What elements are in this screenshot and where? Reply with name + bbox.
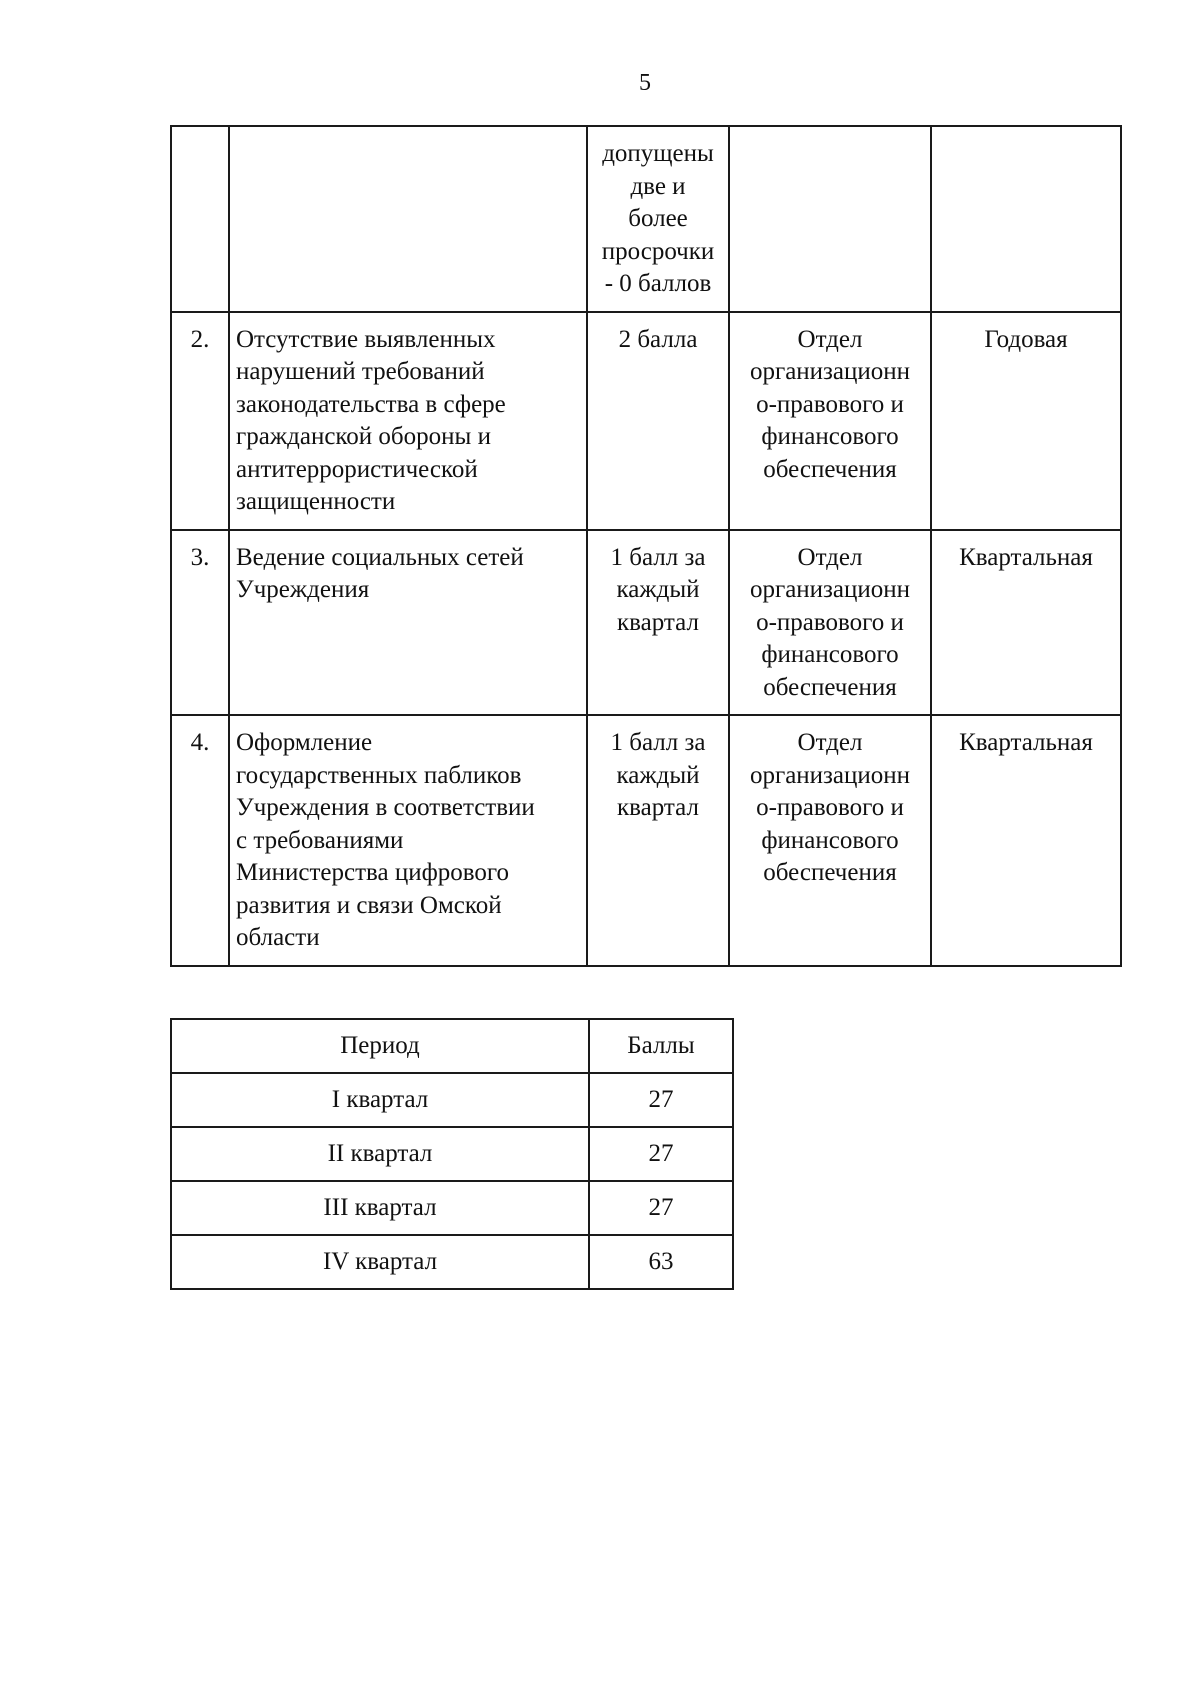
department-cell: Отдел организационн о-правового и финансового обеспечения — [729, 715, 931, 966]
table-row — [171, 126, 1121, 312]
table-row — [171, 1073, 733, 1127]
criterion-name-cell: Ведение социальных сетей Учреждения — [229, 530, 587, 716]
row-number-cell: 3. — [171, 530, 229, 716]
frequency-cell: Квартальная — [931, 530, 1121, 716]
row-number-cell: 2. — [171, 312, 229, 530]
score-value-cell: 27 — [589, 1127, 733, 1181]
department-cell: Отдел организационн о-правового и финансового обеспечения — [729, 312, 931, 530]
score-cell: 1 балл за каждый квартал — [587, 715, 729, 966]
summary-header-row — [171, 1019, 733, 1073]
table-row — [171, 530, 1121, 716]
period-cell: I квартал — [171, 1073, 589, 1127]
table-row — [171, 1127, 733, 1181]
row-number-cell — [171, 126, 229, 312]
table-row — [171, 312, 1121, 530]
period-cell: III квартал — [171, 1181, 589, 1235]
department-cell: Отдел организационн о-правового и финансового обеспечения — [729, 530, 931, 716]
criterion-name-cell: Отсутствие выявленных нарушений требований законодательства в сфере гражданской обороны и антитеррористической защищенности — [229, 312, 587, 530]
table-row — [171, 715, 1121, 966]
score-cell: 2 балла — [587, 312, 729, 530]
period-cell: II квартал — [171, 1127, 589, 1181]
score-value-cell: 27 — [589, 1073, 733, 1127]
row-number-cell: 4. — [171, 715, 229, 966]
table-row — [171, 1181, 733, 1235]
criterion-name-cell — [229, 126, 587, 312]
score-cell: допущены две и более просрочки - 0 баллов — [587, 126, 729, 312]
frequency-cell — [931, 126, 1121, 312]
table-row — [171, 1235, 733, 1289]
score-value-cell: 27 — [589, 1181, 733, 1235]
period-header: Период — [171, 1019, 589, 1073]
criterion-name-cell: Оформление государственных пабликов Учреждения в соответствии с требованиями Министерства цифрового развития и связи Омской области — [229, 715, 587, 966]
score-cell: 1 балл за каждый квартал — [587, 530, 729, 716]
page-number: 5 — [639, 70, 651, 96]
score-header: Баллы — [589, 1019, 733, 1073]
frequency-cell: Годовая — [931, 312, 1121, 530]
score-value-cell: 63 — [589, 1235, 733, 1289]
frequency-cell: Квартальная — [931, 715, 1121, 966]
period-cell: IV квартал — [171, 1235, 589, 1289]
department-cell — [729, 126, 931, 312]
criteria-table — [170, 125, 1122, 967]
summary-table — [170, 1018, 734, 1290]
